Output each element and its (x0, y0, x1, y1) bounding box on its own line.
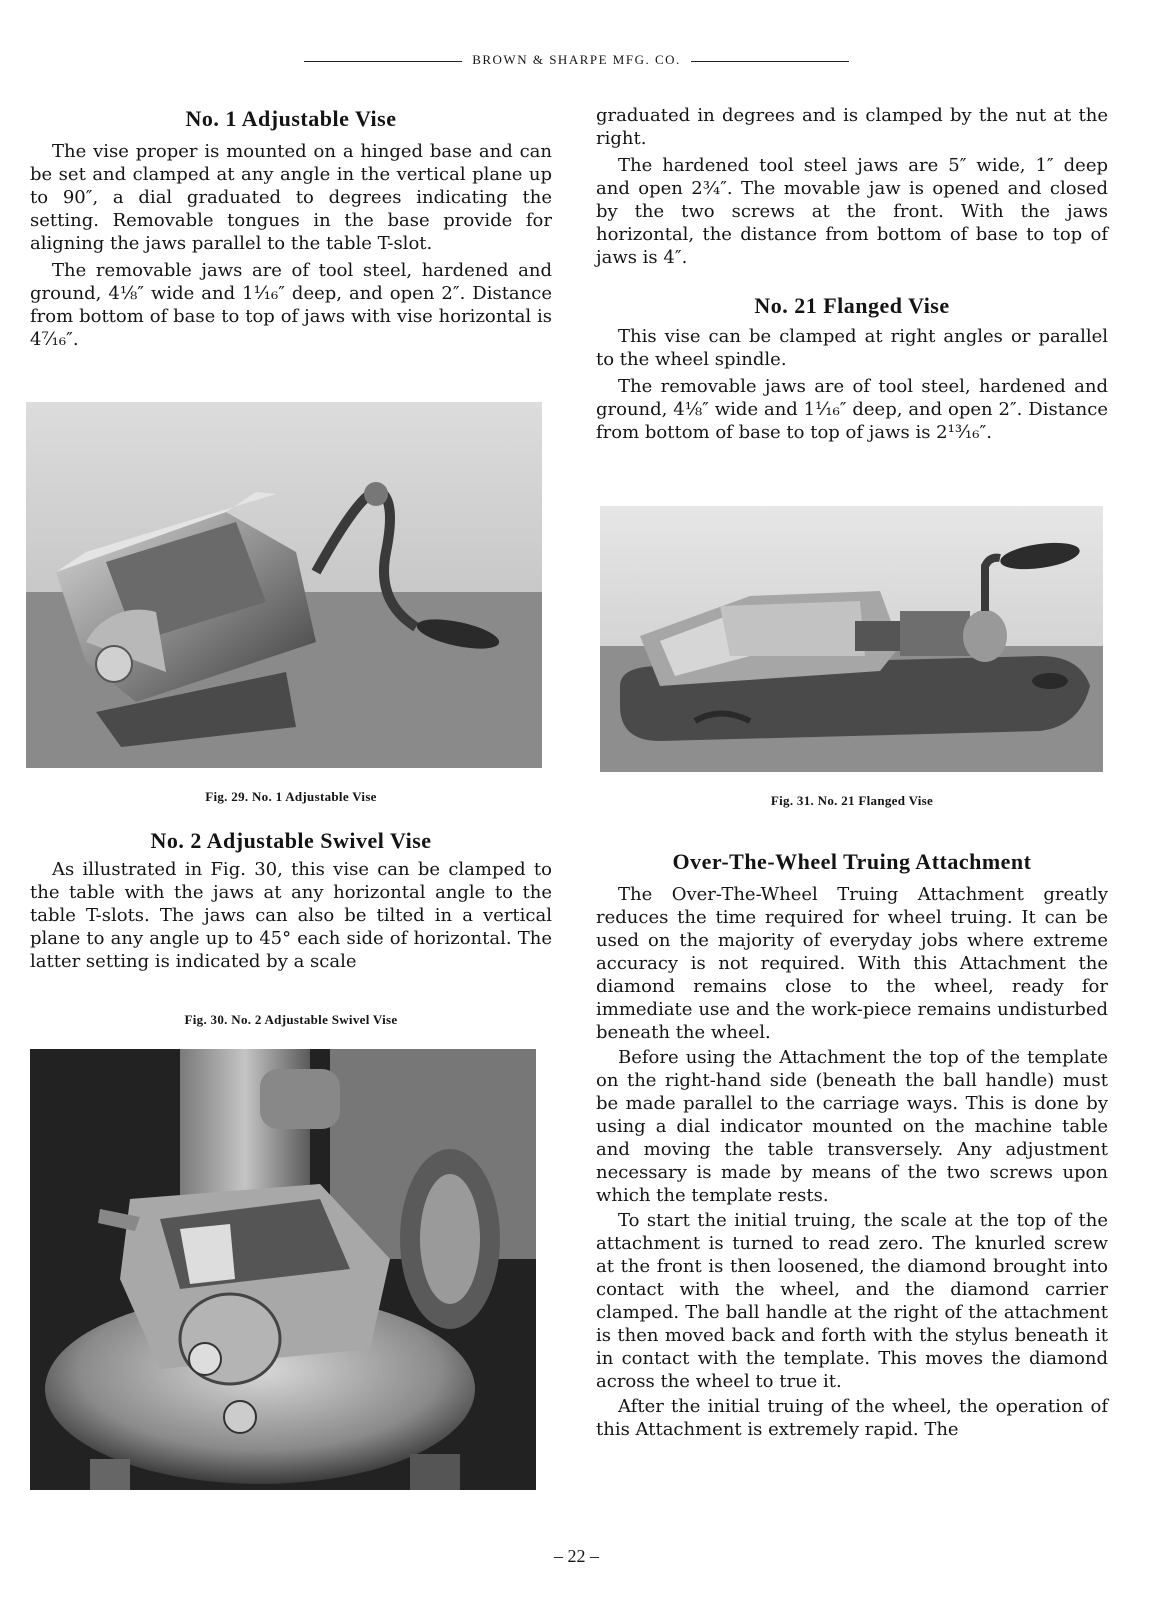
right-column-top (596, 104, 1108, 444)
page-number: – 22 – (554, 1546, 599, 1566)
paragraph: To start the initial truing, the scale at the top of the attachment is turned to read zero. The knurled screw at the front is then loosened, the diamond brought into contact with the wheel, and the diamond carrier clamped. The ball handle at the right of the attachment is then moved back and forth with the stylus beneath it in contact with the template. This moves the diamond across the wheel to true it. (596, 1210, 1108, 1392)
fig30-photo (30, 1049, 536, 1490)
right-column-bottom (596, 849, 1108, 1441)
paragraph: The vise proper is mounted on a hinged base and can be set and clamped at any angle in the vertical plane up to 90″, a dial graduated to degrees indicating the setting. Removable tongues in the base provide for aligning the jaws parallel to the table T-slot. (30, 141, 552, 254)
paragraph: This vise can be clamped at right angles or parallel to the wheel spindle. (596, 326, 1108, 370)
header-rule-left (304, 61, 462, 62)
left-column-top (30, 106, 552, 351)
fig31-caption: Fig. 31. No. 21 Flanged Vise (770, 793, 934, 808)
section-title-no1-vise: No. 1 Adjustable Vise (185, 106, 397, 131)
paragraph: The removable jaws are of tool steel, hardened and ground, 4⅛″ wide and 1¹⁄₁₆″ deep, and open 2″. Distance from bottom of base to top of jaws is 2¹³⁄₁₆″. (596, 376, 1108, 443)
left-column-middle (30, 828, 552, 973)
fig30-caption: Fig. 30. No. 2 Adjustable Swivel Vise (184, 1012, 398, 1027)
paragraph: Before using the Attachment the top of the template on the right-hand side (beneath the ball handle) must be made parallel to the carriage ways. This is done by using a dial indicator mounted on the machine table and moving the table transversely. Any adjustment necessary is made by means of the two screws upon which the template rests. (596, 1047, 1108, 1206)
running-header (0, 52, 1153, 68)
section-title-no21-flanged-vise: No. 21 Flanged Vise (754, 293, 950, 318)
paragraph: After the initial truing of the wheel, the operation of this Attachment is extremely rapid. The (596, 1396, 1108, 1440)
paragraph: The hardened tool steel jaws are 5″ wide, 1″ deep and open 2¾″. The movable jaw is opened and closed by the two screws at the front. With the jaws horizontal, the distance from bottom of base to top of jaws is 4″. (596, 155, 1108, 268)
header-text: BROWN & SHARPE MFG. CO. (472, 52, 681, 67)
fig31-photo (600, 506, 1103, 772)
fig29-photo (26, 402, 542, 768)
section-title-no2-swivel-vise: No. 2 Adjustable Swivel Vise (150, 828, 432, 853)
fig29-caption: Fig. 29. No. 1 Adjustable Vise (205, 789, 377, 804)
section-title-truing-attachment: Over-The-Wheel Truing Attachment (672, 849, 1032, 874)
paragraph-continued: graduated in degrees and is clamped by the nut at the right. (596, 105, 1108, 149)
paragraph: The removable jaws are of tool steel, hardened and ground, 4⅛″ wide and 1¹⁄₁₆″ deep, and open 2″. Distance from bottom of base to top of jaws with vise horizontal is 4⁷⁄₁₆″. (30, 260, 552, 350)
paragraph: The Over-The-Wheel Truing Attachment greatly reduces the time required for wheel truing. It can be used on the majority of everyday jobs where extreme accuracy is not required. With this Attachment the diamond remains close to the wheel, ready for immediate use and the work-piece remains undisturbed beneath the wheel. (596, 884, 1108, 1043)
header-rule-right (691, 61, 849, 62)
paragraph: As illustrated in Fig. 30, this vise can be clamped to the table with the jaws at any horizontal angle to the table T-slots. The jaws can also be tilted in a vertical plane to any angle up to 45° each side of horizontal. The latter setting is indicated by a scale (30, 859, 552, 972)
